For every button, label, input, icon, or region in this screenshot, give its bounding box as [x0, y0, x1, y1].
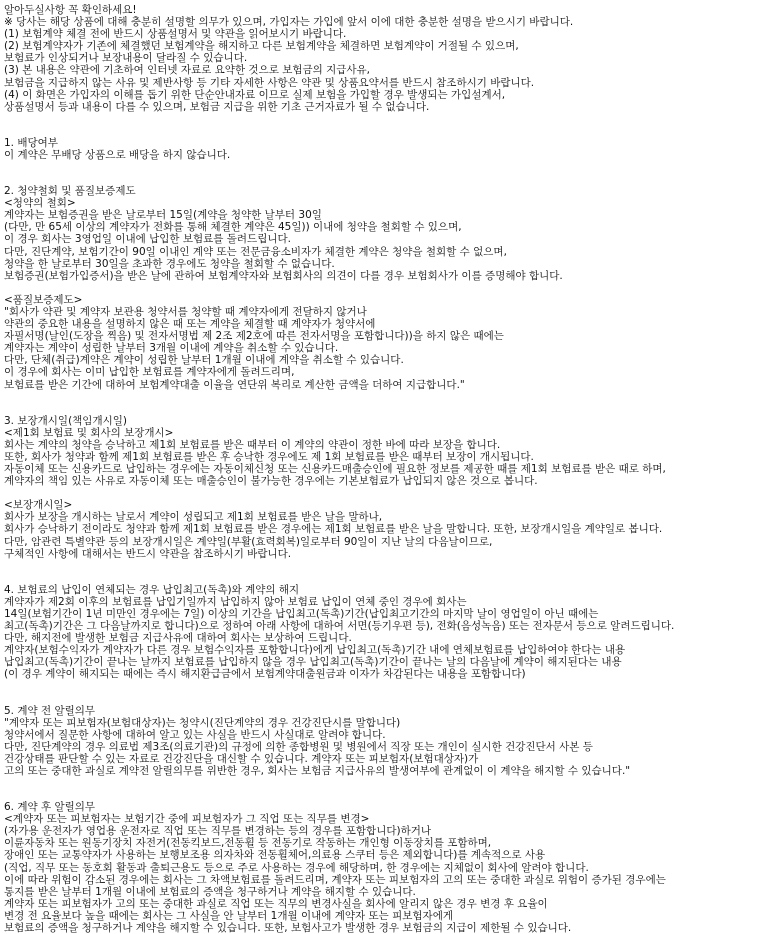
section-line: 계약자가 제2회 이후의 보험료를 납입기일까지 납입하지 않아 보험료 납입이 연체 중인 경우에 회사는: [4, 595, 467, 608]
section-line: 고의 또는 중대한 과실로 계약전 알릴의무를 위반한 경우, 회사는 보험금 지급사유의 발생여부에 관계없이 이 계약을 해지할 수 있습니다.": [4, 764, 631, 777]
notice-line: (3) 본 내용은 약관에 기초하여 인터넷 자료로 요약한 것으로 보험금의 지급사유,: [4, 64, 371, 77]
section-line: (이 경우 계약이 해지되는 때에는 즉시 해지환급금에서 보험계약대출원금과 이자가 차감된다는 내용을 포함합니다): [4, 668, 526, 681]
section-line: 보험료를 받은 기간에 대하여 보험계약대출 이율을 연단위 복리로 계산한 금액을 더하여 지급합니다.": [4, 378, 465, 391]
notice-line: (2) 보험계약자가 기존에 체결했던 보험계약을 해지하고 다른 보험계약을 체결하면 보험계약이 거절될 수 있으며,: [4, 40, 519, 53]
section: [4, 705, 754, 778]
section-line: <청약의 철회>: [4, 197, 76, 210]
section-title: 6. 계약 후 알릴의무: [4, 801, 96, 814]
section-line: 약관의 중요한 내용을 설명하지 않은 때 또는 계약을 체결할 때 계약자가 청약서에: [4, 318, 376, 331]
section-line: 보험증권(보험가입증서)을 받은 날에 관하여 보험계약자와 보험회사의 의견이 다를 경우 보험회사가 이를 증명해야 합니다.: [4, 269, 563, 282]
section-line: "회사가 약관 및 계약자 보관용 청약서를 청약할 때 계약자에게 전달하지 않거나: [4, 305, 367, 318]
section-line: 자필서명(날인(도장을 찍음) 및 전자서명법 제 2조 제2호에 따른 전자서명을 포함합니다))을 하지 않은 때에는: [4, 330, 504, 343]
section: [4, 137, 754, 161]
section-line: 회사가 보장을 개시하는 날로서 계약이 성립되고 제1회 보험료를 받은 날을 말하나,: [4, 511, 383, 524]
notice-line: (1) 보험계약 체결 전에 반드시 상품설명서 및 약관을 읽어보시기 바랍니다.: [4, 28, 347, 41]
section-title: 5. 계약 전 알릴의무: [4, 704, 96, 717]
section-line: 청약을 한 날로부터 30일을 초과한 경우에도 청약을 철회할 수 없습니다.: [4, 257, 335, 270]
section-line: 또한, 회사가 청약과 함께 제1회 보험료를 받은 후 승낙한 경우에도 제 1회 보험료를 받은 때부터 보장이 개시됩니다.: [4, 450, 534, 463]
notice-line: (4) 이 화면은 가입자의 이해를 돕기 위한 단순안내자료 이므로 실제 보험을 가입할 경우 발생되는 가입설계서,: [4, 88, 506, 101]
section-line: "계약자 또는 피보험자(보험대상자)는 청약시(진단계약의 경우 건강진단시를 말합니다): [4, 716, 401, 729]
section-line: 계약자(보험수익자가 계약자가 다른 경우 보험수익자를 포함합니다)에게 납입최고(독촉)기간 내에 연체보험료를 납입하여야 한다는 내용: [4, 644, 626, 657]
spacer: [4, 560, 754, 584]
section: [4, 415, 754, 560]
section-line: 다만, 해지전에 발생한 보험금 지급사유에 대하여 회사는 보상하여 드립니다.: [4, 632, 352, 645]
section-line: 회사는 계약의 청약을 승낙하고 제1회 보험료를 받은 때부터 이 계약의 약관이 정한 바에 따라 보장을 합니다.: [4, 438, 501, 451]
section-line: 계약자 또는 피보험자가 고의 또는 중대한 과실로 직업 또는 직무의 변경사실을 회사에 알리지 않은 경우 변경 후 요율이: [4, 897, 548, 910]
section-line: 이에 따라 위험이 감소된 경우에는 회사는 그 차액보험료를 돌려드리며, 계약자 또는 피보험자의 고의 또는 중대한 과실로 위험이 증가된 경우에는: [4, 873, 666, 886]
notice-line: 보험료가 인상되거나 보장내용이 달라질 수 있습니다.: [4, 52, 248, 65]
sections: [4, 137, 754, 934]
section-line: 다만, 진단계약, 보험기간이 90일 이내인 계약 또는 전문금융소비자가 체결한 계약은 청약을 철회할 수 없으며,: [4, 245, 507, 258]
section-line: 구체적인 사항에 대해서는 반드시 약관을 참조하시기 바랍니다.: [4, 547, 292, 560]
section-line: 장애인 또는 교통약자가 사용하는 보행보조용 의자차와 전동휠체어,의료용 스쿠터 등은 제외합니다)를 계속적으로 사용: [4, 849, 546, 862]
section-line: 이 경우에 회사는 이미 납입한 보험료를 계약자에게 돌려드리며,: [4, 366, 295, 379]
notice-line: ※ 당사는 해당 상품에 대해 충분히 설명할 의무가 있으며, 가입자는 가입에 앞서 이에 대한 충분한 설명을 받으시기 바랍니다.: [4, 16, 574, 29]
section-line: (직업, 직무 또는 동호회 활동과 출퇴근용도 등으로 주로 사용하는 경우에 해당하며, 한 경우에는 지체없이 회사에 알려야 합니다.: [4, 861, 589, 874]
section-line: 계약자는 보험증권을 받은 날로부터 15일(계약을 청약한 날부터 30일: [4, 209, 322, 222]
section-line: 다만, 단체(취급)계약은 계약이 성립한 날부터 1개월 이내에 계약을 취소할 수 있습니다.: [4, 354, 404, 367]
blank-line: [4, 282, 754, 294]
notice-line: 보험금을 지급하지 않는 사유 및 제반사항 등 기타 자세한 사항은 약관 및 상품요약서를 반드시 참조하시기 바랍니다.: [4, 76, 535, 89]
spacer: [4, 161, 754, 185]
section-line: 납입최고(독촉)기간이 끝나는 날까지 보험료를 납입하지 않을 경우 납입최고(독촉)기간이 끝나는 날의 다음날에 계약이 해지된다는 내용: [4, 656, 622, 669]
section-line: 변경 전 요율보다 높을 때에는 회사는 그 사실을 안 날부터 1개월 이내에 계약자 또는 피보험자에게: [4, 909, 453, 922]
section-title: 4. 보험료의 납입이 연체되는 경우 납입최고(독촉)와 계약의 해지: [4, 583, 300, 596]
section-line: 계약자는 계약이 성립한 날부터 3개월 이내에 계약을 취소할 수 있습니다.: [4, 342, 339, 355]
section-line: <계약자 또는 피보험자는 보험기간 중에 피보험자가 그 직업 또는 직무를 변경>: [4, 813, 370, 826]
notice-heading: 알아두실사항 꼭 확인하세요!: [4, 4, 137, 16]
section-line: 최고(독촉)기간은 그 다음날까지로 합니다)으로 정하여 아래 사항에 대하여 서면(등기우편 등), 전화(음성녹음) 또는 전자문서 등으로 알려드립니다.: [4, 620, 675, 633]
section-line: <품질보증제도>: [4, 293, 83, 306]
section-line: 회사가 승낙하기 전이라도 청약과 함께 제1회 보험료를 받은 경우에는 제1회 보험료를 받은 날을 말합니다. 또한, 보장개시일을 계약일로 봅니다.: [4, 523, 663, 536]
section: [4, 801, 754, 934]
section-line: 자동이체 또는 신용카드로 납입하는 경우에는 자동이체신청 또는 신용카드매출승인에 필요한 정보를 제공한 때를 제1회 보험료를 받은 때로 하며,: [4, 463, 666, 475]
notice-lines: [4, 16, 754, 113]
spacer: [4, 681, 754, 705]
section-title: 1. 배당여부: [4, 136, 58, 149]
section-line: 이 경우 회사는 3영업일 이내에 납입한 보험료를 돌려드립니다.: [4, 233, 291, 246]
section-line: 청약서에서 질문한 사항에 대하여 알고 있는 사실을 반드시 사실대로 알려야 합니다.: [4, 728, 386, 741]
section-line: <보장개시일>: [4, 499, 73, 512]
section-line: 통지를 받은 날부터 1개월 이내에 보험료의 증액을 청구하거나 계약을 해지할 수 있습니다.: [4, 885, 416, 898]
spacer: [4, 777, 754, 801]
section: [4, 185, 754, 391]
notice-line: 상품설명서 등과 내용이 다를 수 있으며, 보험금 지급을 위한 기초 근거자료가 될 수 없습니다.: [4, 100, 430, 113]
section-line: 건강상태를 판단할 수 있는 자료로 건강진단을 대신할 수 있습니다. 계약자 또는 피보험자(보험대상자)가: [4, 752, 479, 765]
section-line: 계약자의 책임 있는 사유로 자동이체 또는 매출승인이 불가능한 경우에는 기본보험료가 납입되지 않은 것으로 봅니다.: [4, 475, 538, 488]
section-line: 14일(보험기간이 1년 미만인 경우에는 7일) 이상의 기간을 납입최고(독촉)기간(납입최고기간의 마지막 날이 영업일이 아닌 때에는: [4, 607, 599, 620]
section-title: 3. 보장개시일(책임개시일): [4, 414, 127, 427]
spacer: [4, 113, 754, 137]
section-line: (자가용 운전자가 영업용 운전자로 직업 또는 직무를 변경하는 등의 경우를 포함합니다)하거나: [4, 825, 432, 838]
section-line: (다만, 만 65세 이상의 계약자가 전화를 통해 체결한 계약은 45일)) 이내에 청약을 철회할 수 있으며,: [4, 221, 462, 234]
section: [4, 584, 754, 681]
spacer: [4, 391, 754, 415]
section-line: 다만, 진단계약의 경우 의료법 제3조(의료기관)의 규정에 의한 종합병원 및 병원에서 직장 또는 개인이 실시한 건강진단서 사본 등: [4, 740, 593, 753]
section-line: <제1회 보험료 및 회사의 보장개시>: [4, 426, 174, 439]
section-title: 2. 청약철회 및 품질보증제도: [4, 185, 136, 198]
section-line: 다만, 암관련 특별약관 등의 보장개시일은 계약일(부활(효력회복)일로부터 90일이 지난 날의 다음날이므로,: [4, 535, 493, 548]
section-line: 이 계약은 무배당 상품으로 배당을 하지 않습니다.: [4, 148, 231, 161]
section-line: 이륜자동차 또는 원동기장치 자전거(전동킥보드,전동휠 등 전동기로 작동하는 개인형 이동장치를 포함하며,: [4, 837, 492, 850]
blank-line: [4, 487, 754, 499]
section-line: 보험료의 증액을 청구하거나 계약을 해지할 수 있습니다. 또한, 보험사고가 발생한 경우 보험금의 지급이 제한될 수 있습니다.: [4, 922, 572, 934]
